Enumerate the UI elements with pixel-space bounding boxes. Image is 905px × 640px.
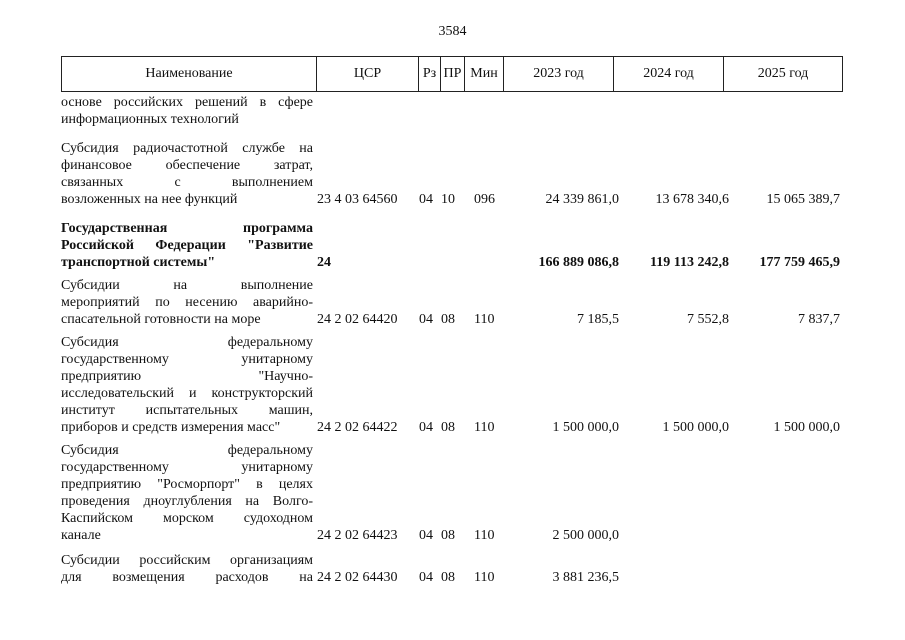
header-2025: 2025 год [724,57,843,92]
row-name-line: мероприятий по несению аварийно- [61,295,313,310]
table-row [61,140,842,208]
row-csr: 24 2 02 64420 [317,312,398,327]
row-rz: 04 [419,312,433,327]
row-2024: 7 552,8 [687,312,729,327]
row-name-line: канале [61,528,101,543]
table-row [61,442,842,544]
row-csr: 23 4 03 64560 [317,192,398,207]
row-2024: 13 678 340,6 [655,192,729,207]
header-name: Наименование [62,57,317,92]
row-2023: 24 339 861,0 [545,192,619,207]
row-name-line: Российской Федерации "Развитие [61,238,313,253]
row-name-line: Каспийском морском судоходном [61,511,313,526]
row-rz: 04 [419,570,433,585]
row-2023: 1 500 000,0 [552,420,619,435]
row-name-line: связанных с выполнением [61,175,313,190]
row-name [61,94,313,128]
row-name-line: государственному унитарному [61,352,313,367]
row-2025: 177 759 465,9 [759,255,840,270]
row-min: 110 [474,570,495,585]
row-name [61,277,313,328]
row-name [61,334,313,436]
row-name-line: Субсидии российским организациям [61,553,313,568]
header-pr: ПР [441,57,465,92]
row-name-line: институт испытательных машин, [61,403,313,418]
header-2023: 2023 год [504,57,614,92]
row-name-line: спасательной готовности на море [61,312,261,327]
table-row [61,552,842,586]
row-rz: 04 [419,192,433,207]
row-2023: 3 881 236,5 [552,570,619,585]
row-name-line: государственному унитарному [61,460,313,475]
row-pr: 08 [441,528,455,543]
row-name-line: транспортной системы" [61,255,216,270]
table-row [61,220,842,271]
table-row [61,334,842,436]
row-name [61,552,313,586]
row-min: 096 [474,192,495,207]
row-name-line: основе российских решений в сфере [61,95,313,110]
row-2024: 119 113 242,8 [650,255,729,270]
row-name [61,442,313,544]
row-2025: 7 837,7 [798,312,840,327]
row-name-line: Субсидия радиочастотной службе на [61,141,313,156]
row-name [61,220,313,271]
row-min: 110 [474,528,495,543]
table-row [61,94,842,128]
header-rz: Рз [419,57,441,92]
row-name-line: предприятию "Росморпорт" в целях [61,477,313,492]
row-csr: 24 2 02 64423 [317,528,398,543]
row-pr: 08 [441,570,455,585]
row-min: 110 [474,420,495,435]
row-name [61,140,313,208]
row-pr: 08 [441,420,455,435]
row-2025: 15 065 389,7 [766,192,840,207]
page-number: 3584 [438,24,467,39]
row-name-line: предприятию "Научно- [61,369,313,384]
row-rz: 04 [419,420,433,435]
row-rz: 04 [419,528,433,543]
row-csr: 24 2 02 64422 [317,420,398,435]
row-2023: 7 185,5 [577,312,619,327]
row-name-line: возложенных на нее функций [61,192,238,207]
row-name-line: для возмещения расходов на [61,570,313,585]
row-name-line: Субсидии на выполнение [61,278,313,293]
table-body [61,94,842,590]
row-2025: 1 500 000,0 [773,420,840,435]
header-csr: ЦСР [317,57,419,92]
row-name-line: исследовательский и конструкторский [61,386,313,401]
row-name-line: финансовое обеспечение затрат, [61,158,313,173]
header-min: Мин [465,57,504,92]
row-min: 110 [474,312,495,327]
row-name-line: Субсидия федеральному [61,443,313,458]
row-name-line: проведения дноуглубления на Волго- [61,494,313,509]
row-2023: 2 500 000,0 [552,528,619,543]
table-row [61,277,842,328]
row-2024: 1 500 000,0 [662,420,729,435]
row-csr: 24 2 02 64430 [317,570,398,585]
row-2023: 166 889 086,8 [538,255,619,270]
row-name-line: приборов и средств измерения масс" [61,420,281,435]
row-name-line: Субсидия федеральному [61,335,313,350]
row-pr: 10 [441,192,455,207]
table-header [61,56,843,92]
row-name-line: информационных технологий [61,112,239,127]
row-csr: 24 [317,255,331,270]
row-pr: 08 [441,312,455,327]
row-name-line: Государственная программа [61,221,313,236]
header-2024: 2024 год [614,57,724,92]
